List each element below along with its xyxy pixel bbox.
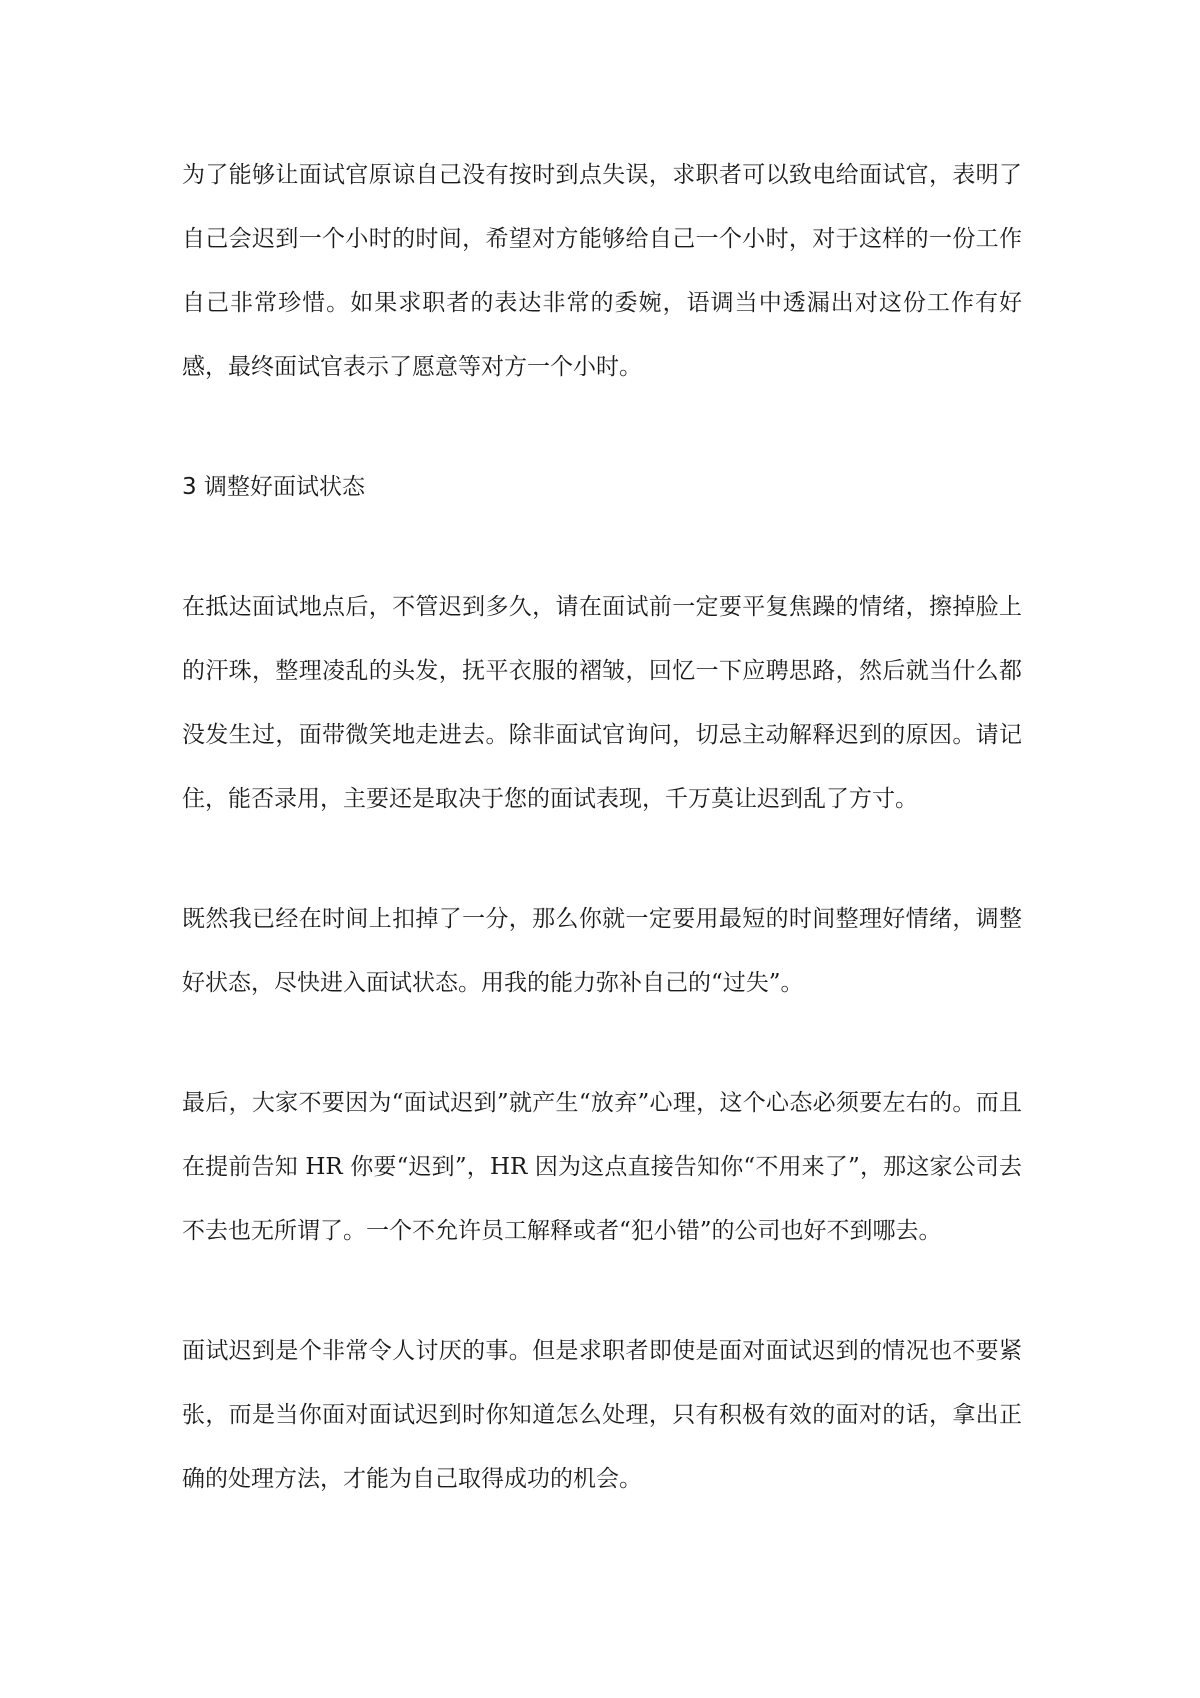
paragraph-dont-give-up: 最后，大家不要因为“面试迟到”就产生“放弃”心理，这个心态必须要左右的。而且在提前告知 HR 你要“迟到”，HR 因为这点直接告知你“不用来了”，那这家公司去不去也无所谓了。一个不允许员工解释或者“犯小错”的公司也好不到哪去。 xyxy=(182,1090,1022,1244)
section-heading: 3 调整好面试状态 xyxy=(182,474,365,500)
paragraph-calm-down: 在抵达面试地点后，不管迟到多久，请在面试前一定要平复焦躁的情绪，擦掉脸上的汗珠，整理凌乱的头发，抚平衣服的褶皱，回忆一下应聘思路，然后就当什么都没发生过，面带微笑地走进去。除非面试官询问，切忌主动解释迟到的原因。请记住，能否录用，主要还是取决于您的面试表现，千万莫让迟到乱了方寸。 xyxy=(182,594,1022,812)
document-body xyxy=(182,143,1022,1567)
paragraph-adjust-state: 既然我已经在时间上扣掉了一分，那么你就一定要用最短的时间整理好情绪，调整好状态，尽快进入面试状态。用我的能力弥补自己的“过失”。 xyxy=(182,906,1022,996)
paragraph-conclusion: 面试迟到是个非常令人讨厌的事。但是求职者即使是面对面试迟到的情况也不要紧张，而是当你面对面试迟到时你知道怎么处理，只有积极有效的面对的话，拿出正确的处理方法，才能为自己取得成功的机会。 xyxy=(182,1338,1022,1492)
paragraph-late-apology: 为了能够让面试官原谅自己没有按时到点失误，求职者可以致电给面试官，表明了自己会迟到一个小时的时间，希望对方能够给自己一个小时，对于这样的一份工作自己非常珍惜。如果求职者的表达非常的委婉，语调当中透漏出对这份工作有好感，最终面试官表示了愿意等对方一个小时。 xyxy=(182,162,1022,380)
